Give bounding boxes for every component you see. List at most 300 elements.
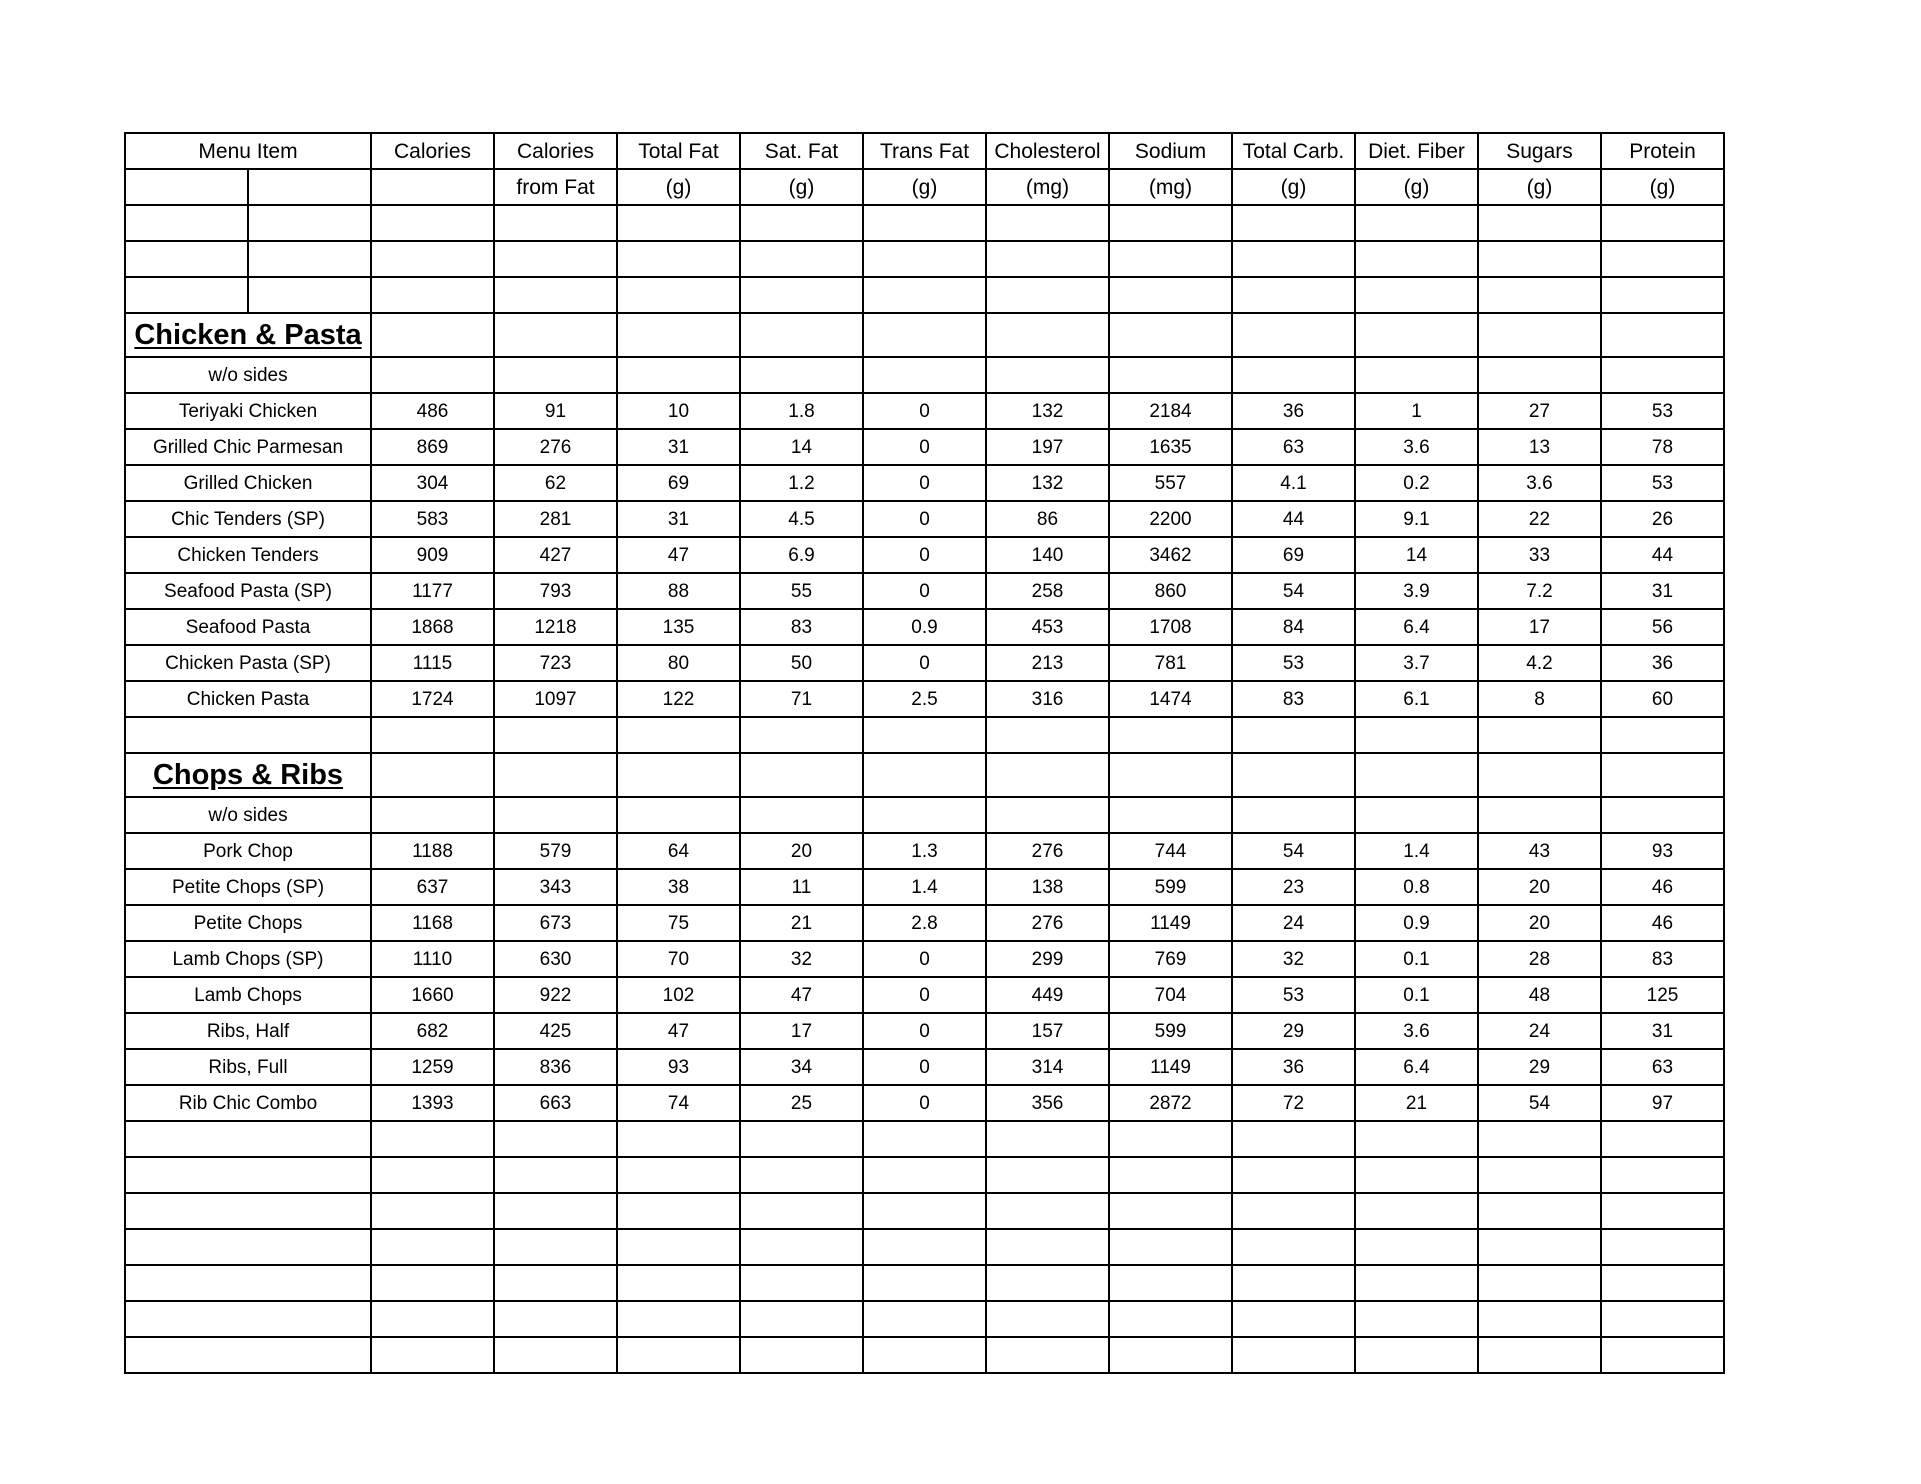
table-cell xyxy=(863,797,986,833)
table-cell xyxy=(1232,717,1355,753)
table-cell xyxy=(494,797,617,833)
menu-item-name: Grilled Chicken xyxy=(125,465,371,501)
table-cell xyxy=(1109,1229,1232,1265)
table-cell xyxy=(740,205,863,241)
empty-row xyxy=(125,205,1724,241)
nutrition-value: 0 xyxy=(863,1049,986,1085)
table-cell xyxy=(248,277,371,313)
nutrition-value: 78 xyxy=(1601,429,1724,465)
table-cell xyxy=(986,357,1109,393)
nutrition-value: 53 xyxy=(1232,977,1355,1013)
nutrition-value: 1.2 xyxy=(740,465,863,501)
empty-row xyxy=(125,717,1724,753)
nutrition-value: 44 xyxy=(1601,537,1724,573)
nutrition-value: 793 xyxy=(494,573,617,609)
nutrition-value: 71 xyxy=(740,681,863,717)
nutrition-value: 60 xyxy=(1601,681,1724,717)
table-cell xyxy=(1355,241,1478,277)
menu-item-row xyxy=(125,645,1724,681)
nutrition-value: 0.1 xyxy=(1355,977,1478,1013)
nutrition-value: 14 xyxy=(740,429,863,465)
nutrition-value: 599 xyxy=(1109,869,1232,905)
table-cell xyxy=(1601,1301,1724,1337)
nutrition-value: 1149 xyxy=(1109,1049,1232,1085)
table-cell xyxy=(125,717,371,753)
table-cell xyxy=(1478,313,1601,357)
nutrition-value: 26 xyxy=(1601,501,1724,537)
table-cell xyxy=(494,1265,617,1301)
menu-item-name: Ribs, Half xyxy=(125,1013,371,1049)
nutrition-value: 32 xyxy=(1232,941,1355,977)
menu-item-name: Petite Chops (SP) xyxy=(125,869,371,905)
menu-item-row xyxy=(125,1013,1724,1049)
nutrition-value: 682 xyxy=(371,1013,494,1049)
column-header: Menu Item xyxy=(125,133,371,169)
table-cell xyxy=(1355,1301,1478,1337)
nutrition-value: 427 xyxy=(494,537,617,573)
nutrition-value: 723 xyxy=(494,645,617,681)
table-cell xyxy=(863,717,986,753)
nutrition-value: 74 xyxy=(617,1085,740,1121)
menu-item-name: Grilled Chic Parmesan xyxy=(125,429,371,465)
menu-item-row xyxy=(125,465,1724,501)
nutrition-value: 24 xyxy=(1478,1013,1601,1049)
table-cell xyxy=(1109,1301,1232,1337)
nutrition-value: 69 xyxy=(617,465,740,501)
empty-row xyxy=(125,1337,1724,1373)
nutrition-value: 97 xyxy=(1601,1085,1724,1121)
table-cell xyxy=(986,313,1109,357)
table-cell xyxy=(863,1193,986,1229)
nutrition-value: 909 xyxy=(371,537,494,573)
table-cell xyxy=(1232,277,1355,313)
nutrition-value: 36 xyxy=(1601,645,1724,681)
menu-item-row xyxy=(125,977,1724,1013)
nutrition-value: 80 xyxy=(617,645,740,681)
column-unit: (mg) xyxy=(986,169,1109,205)
table-cell xyxy=(617,1193,740,1229)
table-cell xyxy=(494,357,617,393)
nutrition-value: 343 xyxy=(494,869,617,905)
column-unit: (g) xyxy=(1478,169,1601,205)
section-subtitle: w/o sides xyxy=(125,797,371,833)
nutrition-value: 53 xyxy=(1601,465,1724,501)
menu-item-name: Lamb Chops (SP) xyxy=(125,941,371,977)
empty-row xyxy=(125,277,1724,313)
nutrition-value: 34 xyxy=(740,1049,863,1085)
table-cell xyxy=(1601,277,1724,313)
table-cell xyxy=(371,1337,494,1373)
nutrition-value: 276 xyxy=(494,429,617,465)
table-cell xyxy=(1601,241,1724,277)
table-cell xyxy=(740,1337,863,1373)
nutrition-value: 6.1 xyxy=(1355,681,1478,717)
empty-row xyxy=(125,1193,1724,1229)
nutrition-value: 31 xyxy=(617,429,740,465)
nutrition-value: 44 xyxy=(1232,501,1355,537)
menu-item-name: Lamb Chops xyxy=(125,977,371,1013)
column-unit: from Fat xyxy=(494,169,617,205)
table-cell xyxy=(1478,357,1601,393)
table-cell xyxy=(371,717,494,753)
table-cell xyxy=(1355,357,1478,393)
nutrition-value: 1.8 xyxy=(740,393,863,429)
table-cell xyxy=(740,357,863,393)
nutrition-value: 54 xyxy=(1232,833,1355,869)
table-cell xyxy=(1232,1193,1355,1229)
table-cell xyxy=(1232,313,1355,357)
table-cell xyxy=(1601,357,1724,393)
column-header: Calories xyxy=(494,133,617,169)
menu-item-row xyxy=(125,833,1724,869)
table-cell xyxy=(986,241,1109,277)
table-cell xyxy=(125,205,248,241)
header-row xyxy=(125,133,1724,169)
table-cell xyxy=(863,1121,986,1157)
nutrition-value: 781 xyxy=(1109,645,1232,681)
table-cell xyxy=(1232,205,1355,241)
nutrition-value: 38 xyxy=(617,869,740,905)
table-cell xyxy=(494,1157,617,1193)
section-subtitle-row xyxy=(125,357,1724,393)
table-cell xyxy=(125,1121,371,1157)
nutrition-value: 1724 xyxy=(371,681,494,717)
table-cell xyxy=(1601,753,1724,797)
nutrition-value: 13 xyxy=(1478,429,1601,465)
nutrition-value: 47 xyxy=(617,1013,740,1049)
nutrition-value: 31 xyxy=(1601,573,1724,609)
nutrition-value: 93 xyxy=(1601,833,1724,869)
nutrition-value: 14 xyxy=(1355,537,1478,573)
table-cell xyxy=(371,1193,494,1229)
menu-item-name: Seafood Pasta (SP) xyxy=(125,573,371,609)
nutrition-value: 0 xyxy=(863,537,986,573)
table-cell xyxy=(1478,205,1601,241)
nutrition-value: 8 xyxy=(1478,681,1601,717)
table-cell xyxy=(986,1157,1109,1193)
nutrition-value: 299 xyxy=(986,941,1109,977)
nutrition-value: 6.4 xyxy=(1355,1049,1478,1085)
table-cell xyxy=(617,717,740,753)
nutrition-value: 83 xyxy=(1601,941,1724,977)
nutrition-value: 6.9 xyxy=(740,537,863,573)
nutrition-value: 836 xyxy=(494,1049,617,1085)
table-cell xyxy=(986,797,1109,833)
nutrition-value: 29 xyxy=(1232,1013,1355,1049)
section-title: Chicken & Pasta xyxy=(125,313,371,357)
nutrition-value: 102 xyxy=(617,977,740,1013)
table-cell xyxy=(1601,717,1724,753)
nutrition-value: 72 xyxy=(1232,1085,1355,1121)
table-cell xyxy=(617,313,740,357)
nutrition-value: 48 xyxy=(1478,977,1601,1013)
menu-item-row xyxy=(125,573,1724,609)
empty-row xyxy=(125,241,1724,277)
nutrition-value: 453 xyxy=(986,609,1109,645)
menu-item-row xyxy=(125,537,1724,573)
menu-item-row xyxy=(125,869,1724,905)
nutrition-value: 1708 xyxy=(1109,609,1232,645)
table-cell xyxy=(371,1301,494,1337)
nutrition-value: 0 xyxy=(863,393,986,429)
table-cell xyxy=(494,205,617,241)
nutrition-value: 356 xyxy=(986,1085,1109,1121)
nutrition-value: 0 xyxy=(863,1085,986,1121)
nutrition-value: 3.6 xyxy=(1355,429,1478,465)
table-cell xyxy=(740,753,863,797)
nutrition-value: 11 xyxy=(740,869,863,905)
table-cell xyxy=(1109,753,1232,797)
table-cell xyxy=(617,1265,740,1301)
table-cell xyxy=(617,1337,740,1373)
menu-item-name: Chicken Pasta (SP) xyxy=(125,645,371,681)
nutrition-value: 1188 xyxy=(371,833,494,869)
table-cell xyxy=(1232,1337,1355,1373)
nutrition-value: 125 xyxy=(1601,977,1724,1013)
table-cell xyxy=(1478,753,1601,797)
column-unit: (mg) xyxy=(1109,169,1232,205)
nutrition-value: 197 xyxy=(986,429,1109,465)
nutrition-value: 54 xyxy=(1478,1085,1601,1121)
table-cell xyxy=(1478,1301,1601,1337)
table-cell xyxy=(125,241,248,277)
nutrition-value: 36 xyxy=(1232,1049,1355,1085)
column-header: Sodium xyxy=(1109,133,1232,169)
table-cell xyxy=(986,1229,1109,1265)
table-cell xyxy=(863,753,986,797)
table-cell xyxy=(125,1301,371,1337)
empty-row xyxy=(125,1157,1724,1193)
nutrition-value: 304 xyxy=(371,465,494,501)
nutrition-value: 43 xyxy=(1478,833,1601,869)
table-cell xyxy=(371,277,494,313)
nutrition-value: 140 xyxy=(986,537,1109,573)
table-cell xyxy=(986,1301,1109,1337)
nutrition-value: 29 xyxy=(1478,1049,1601,1085)
table-cell xyxy=(740,797,863,833)
nutrition-value: 0 xyxy=(863,1013,986,1049)
table-cell xyxy=(863,1265,986,1301)
table-cell xyxy=(1109,277,1232,313)
table-cell xyxy=(1355,1229,1478,1265)
table-cell xyxy=(1478,717,1601,753)
empty-row xyxy=(125,1301,1724,1337)
nutrition-table xyxy=(124,132,1725,1374)
empty-row xyxy=(125,1121,1724,1157)
table-cell xyxy=(371,1121,494,1157)
nutrition-value: 132 xyxy=(986,465,1109,501)
table-cell xyxy=(863,1337,986,1373)
nutrition-value: 20 xyxy=(1478,869,1601,905)
table-cell xyxy=(248,241,371,277)
table-cell xyxy=(371,241,494,277)
nutrition-value: 1.4 xyxy=(1355,833,1478,869)
table-cell xyxy=(371,1229,494,1265)
nutrition-value: 0.9 xyxy=(863,609,986,645)
table-cell xyxy=(740,1301,863,1337)
table-cell xyxy=(863,1157,986,1193)
table-cell xyxy=(1355,753,1478,797)
table-cell xyxy=(1355,313,1478,357)
table-cell xyxy=(125,1193,371,1229)
table-cell xyxy=(740,1229,863,1265)
table-cell xyxy=(740,1193,863,1229)
nutrition-value: 31 xyxy=(1601,1013,1724,1049)
table-cell xyxy=(1601,797,1724,833)
nutrition-value: 213 xyxy=(986,645,1109,681)
nutrition-value: 83 xyxy=(1232,681,1355,717)
table-cell xyxy=(617,1229,740,1265)
table-cell xyxy=(986,1193,1109,1229)
table-cell xyxy=(494,1193,617,1229)
table-cell xyxy=(1109,313,1232,357)
table-cell xyxy=(371,1157,494,1193)
nutrition-value: 2.5 xyxy=(863,681,986,717)
table-cell xyxy=(1232,753,1355,797)
nutrition-value: 1.4 xyxy=(863,869,986,905)
table-cell xyxy=(1109,357,1232,393)
table-cell xyxy=(740,313,863,357)
nutrition-value: 70 xyxy=(617,941,740,977)
header-row-units xyxy=(125,169,1724,205)
table-cell xyxy=(494,753,617,797)
nutrition-value: 22 xyxy=(1478,501,1601,537)
menu-item-row xyxy=(125,1085,1724,1121)
nutrition-value: 122 xyxy=(617,681,740,717)
nutrition-value: 31 xyxy=(617,501,740,537)
table-cell xyxy=(125,1229,371,1265)
nutrition-value: 21 xyxy=(1355,1085,1478,1121)
table-cell xyxy=(1109,797,1232,833)
section-subtitle-row xyxy=(125,797,1724,833)
nutrition-value: 1635 xyxy=(1109,429,1232,465)
nutrition-value: 0.9 xyxy=(1355,905,1478,941)
nutrition-value: 55 xyxy=(740,573,863,609)
nutrition-value: 69 xyxy=(1232,537,1355,573)
nutrition-value: 46 xyxy=(1601,905,1724,941)
column-header: Calories xyxy=(371,133,494,169)
menu-item-row xyxy=(125,501,1724,537)
nutrition-value: 1149 xyxy=(1109,905,1232,941)
table-cell xyxy=(494,717,617,753)
column-header: Diet. Fiber xyxy=(1355,133,1478,169)
table-cell xyxy=(863,313,986,357)
menu-item-row xyxy=(125,905,1724,941)
table-cell xyxy=(248,169,371,205)
nutrition-value: 47 xyxy=(740,977,863,1013)
nutrition-value: 21 xyxy=(740,905,863,941)
table-cell xyxy=(617,357,740,393)
nutrition-value: 9.1 xyxy=(1355,501,1478,537)
table-cell xyxy=(125,1265,371,1301)
menu-item-row xyxy=(125,681,1724,717)
nutrition-value: 75 xyxy=(617,905,740,941)
table-cell xyxy=(248,205,371,241)
table-cell xyxy=(125,277,248,313)
nutrition-value: 10 xyxy=(617,393,740,429)
nutrition-value: 132 xyxy=(986,393,1109,429)
table-cell xyxy=(1355,205,1478,241)
menu-item-name: Chicken Tenders xyxy=(125,537,371,573)
nutrition-value: 1168 xyxy=(371,905,494,941)
nutrition-value: 316 xyxy=(986,681,1109,717)
nutrition-value: 86 xyxy=(986,501,1109,537)
nutrition-value: 28 xyxy=(1478,941,1601,977)
table-cell xyxy=(1232,241,1355,277)
nutrition-value: 17 xyxy=(1478,609,1601,645)
menu-item-row xyxy=(125,1049,1724,1085)
table-cell xyxy=(1109,1265,1232,1301)
nutrition-value: 2200 xyxy=(1109,501,1232,537)
column-unit: (g) xyxy=(740,169,863,205)
table-cell xyxy=(371,797,494,833)
nutrition-value: 1218 xyxy=(494,609,617,645)
menu-item-name: Chicken Pasta xyxy=(125,681,371,717)
table-cell xyxy=(1232,1157,1355,1193)
table-cell xyxy=(1109,205,1232,241)
menu-item-name: Rib Chic Combo xyxy=(125,1085,371,1121)
table-cell xyxy=(863,277,986,313)
nutrition-value: 7.2 xyxy=(1478,573,1601,609)
table-cell xyxy=(1601,1265,1724,1301)
table-cell xyxy=(371,313,494,357)
nutrition-value: 1660 xyxy=(371,977,494,1013)
table-cell xyxy=(740,1157,863,1193)
nutrition-value: 56 xyxy=(1601,609,1724,645)
table-cell xyxy=(494,1229,617,1265)
nutrition-value: 135 xyxy=(617,609,740,645)
nutrition-value: 25 xyxy=(740,1085,863,1121)
table-cell xyxy=(494,277,617,313)
empty-row xyxy=(125,1265,1724,1301)
table-cell xyxy=(617,277,740,313)
nutrition-value: 1177 xyxy=(371,573,494,609)
nutrition-value: 673 xyxy=(494,905,617,941)
table-cell xyxy=(494,1301,617,1337)
table-cell xyxy=(1478,1265,1601,1301)
column-unit: (g) xyxy=(1601,169,1724,205)
nutrition-value: 630 xyxy=(494,941,617,977)
nutrition-value: 23 xyxy=(1232,869,1355,905)
nutrition-value: 0.2 xyxy=(1355,465,1478,501)
nutrition-value: 258 xyxy=(986,573,1109,609)
nutrition-value: 36 xyxy=(1232,393,1355,429)
nutrition-value: 63 xyxy=(1601,1049,1724,1085)
table-cell xyxy=(1601,1157,1724,1193)
nutrition-value: 0 xyxy=(863,941,986,977)
nutrition-value: 637 xyxy=(371,869,494,905)
nutrition-value: 83 xyxy=(740,609,863,645)
table-cell xyxy=(1478,1337,1601,1373)
table-cell xyxy=(125,1337,371,1373)
nutrition-value: 17 xyxy=(740,1013,863,1049)
table-cell xyxy=(1601,1193,1724,1229)
table-cell xyxy=(494,1121,617,1157)
table-cell xyxy=(371,1265,494,1301)
table-cell xyxy=(1232,1121,1355,1157)
nutrition-value: 33 xyxy=(1478,537,1601,573)
nutrition-value: 704 xyxy=(1109,977,1232,1013)
nutrition-value: 486 xyxy=(371,393,494,429)
table-cell xyxy=(1355,1265,1478,1301)
nutrition-value: 869 xyxy=(371,429,494,465)
nutrition-value: 53 xyxy=(1232,645,1355,681)
nutrition-value: 6.4 xyxy=(1355,609,1478,645)
column-unit: (g) xyxy=(863,169,986,205)
table-cell xyxy=(1109,717,1232,753)
table-cell xyxy=(1355,1337,1478,1373)
nutrition-value: 1115 xyxy=(371,645,494,681)
